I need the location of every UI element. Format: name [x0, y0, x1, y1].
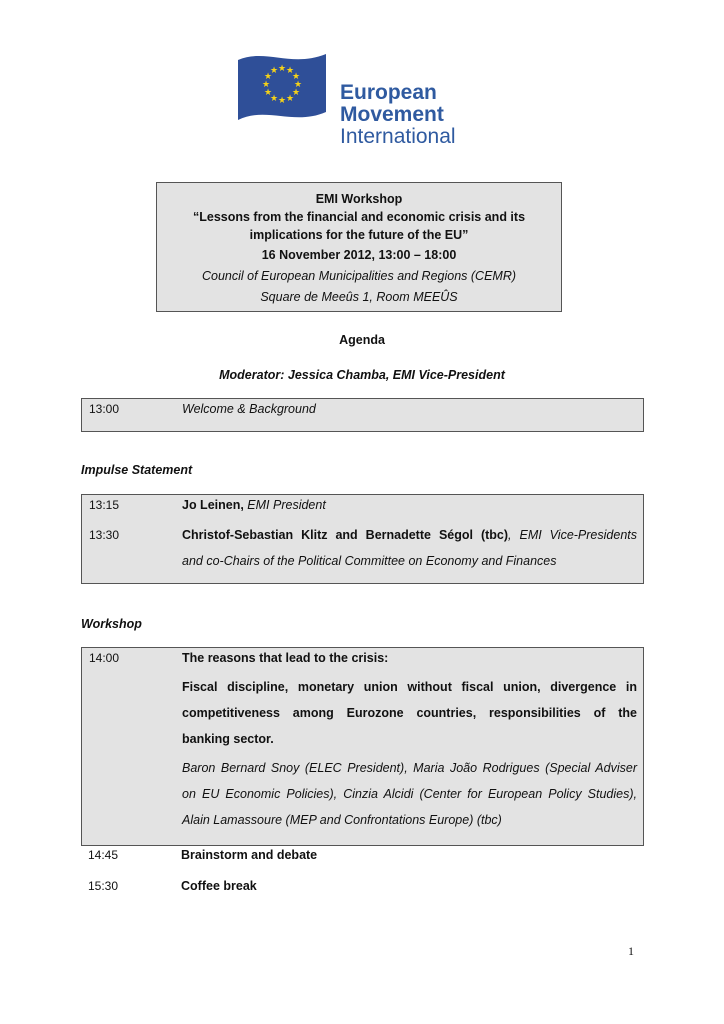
workshop-block: [81, 647, 644, 846]
svg-text:★: ★: [293, 80, 303, 90]
coffee-row: [81, 878, 644, 908]
speakers-line-3: Alain Lamassoure (MEP and Confrontations Europe) (tbc): [182, 813, 502, 827]
impulse-time-2: 13:30: [89, 528, 120, 542]
welcome-text: Welcome & Background: [182, 402, 316, 416]
event-venue: Council of European Municipalities and Regions (CEMR): [201, 269, 517, 283]
topic-line-2: competitiveness among Eurozone countries, responsibilities of the: [182, 706, 637, 720]
svg-text:★: ★: [277, 96, 287, 106]
session-topics: [182, 674, 637, 752]
logo-line-3: International: [340, 125, 456, 148]
impulse-time-1: 13:15: [89, 498, 120, 512]
svg-text:★: ★: [269, 94, 279, 104]
speaker-roles-line-1: , EMI Vice-Presidents: [508, 528, 637, 542]
session-title: The reasons that lead to the crisis:: [182, 651, 389, 665]
session-speakers: [182, 755, 637, 833]
svg-text:★: ★: [277, 64, 287, 74]
event-subtitle-line-1: “Lessons from the financial and economic crisis and its: [192, 210, 526, 224]
svg-text:★: ★: [269, 66, 279, 76]
speaker-names: Christof-Sebastian Klitz and Bernadette Ségol (tbc): [182, 528, 509, 542]
eu-flag-icon: [236, 50, 328, 126]
event-date: 16 November 2012, 13:00 – 18:00: [261, 248, 457, 262]
impulse-row-1: [182, 492, 637, 518]
welcome-time: 13:00: [89, 402, 120, 416]
agenda-heading: Agenda: [339, 333, 385, 347]
workshop-row-1: [182, 645, 637, 833]
speaker-name: Jo Leinen,: [182, 498, 244, 512]
logo-line-1: European: [340, 81, 437, 104]
svg-text:★: ★: [263, 72, 273, 82]
svg-text:★: ★: [263, 88, 273, 98]
workshop-heading: Workshop: [81, 617, 142, 631]
brainstorm-time: 14:45: [88, 848, 119, 862]
coffee-time: 15:30: [88, 879, 119, 893]
impulse-block: [81, 494, 644, 584]
event-address: Square de Meeûs 1, Room MEEÛS: [260, 290, 458, 304]
event-subtitle-line-2: implications for the future of the EU”: [249, 228, 469, 242]
brainstorm-text: Brainstorm and debate: [181, 848, 318, 862]
speaker-roles-line-2: and co-Chairs of the Political Committee on Economy and Finances: [182, 554, 557, 568]
svg-text:★: ★: [285, 66, 295, 76]
svg-text:★: ★: [261, 80, 271, 90]
page-number: 1: [628, 944, 634, 958]
logo-wordmark: [340, 82, 456, 148]
speakers-line-1: Baron Bernard Snoy (ELEC President), Maria João Rodrigues (Special Adviser: [182, 761, 637, 775]
moderator-line: Moderator: Jessica Chamba, EMI Vice-President: [219, 368, 505, 382]
coffee-text: Coffee break: [181, 879, 257, 893]
event-title: EMI Workshop: [315, 192, 403, 206]
impulse-heading: Impulse Statement: [81, 463, 193, 477]
workshop-time-1: 14:00: [89, 651, 120, 665]
topic-line-3: banking sector.: [182, 732, 274, 746]
event-header-box: [156, 182, 562, 312]
logo-line-2: Movement: [340, 103, 444, 126]
speakers-line-2: on EU Economic Policies), Cinzia Alcidi (Center for European Policy Studies),: [182, 787, 637, 801]
svg-text:★: ★: [291, 72, 301, 82]
emi-logo: [236, 48, 476, 148]
svg-text:★: ★: [291, 88, 301, 98]
welcome-row: [81, 398, 644, 432]
speaker-role: EMI President: [243, 498, 326, 512]
impulse-row-2: [182, 522, 637, 574]
svg-text:★: ★: [285, 94, 295, 104]
topic-line-1: Fiscal discipline, monetary union without fiscal union, divergence in: [182, 680, 637, 694]
